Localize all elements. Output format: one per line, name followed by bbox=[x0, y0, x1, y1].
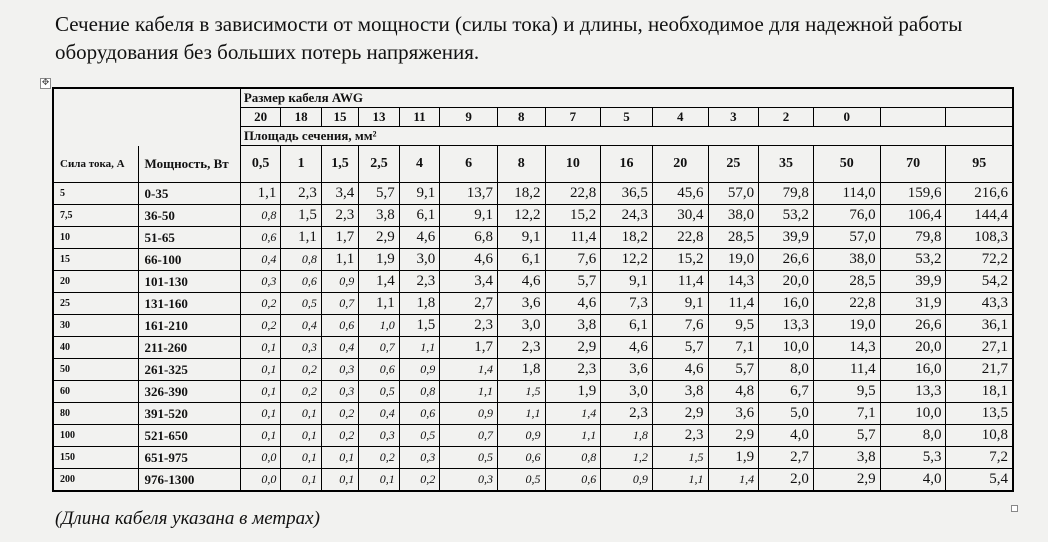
length-cell: 0,1 bbox=[281, 425, 322, 447]
length-cell: 2,7 bbox=[440, 293, 498, 315]
power-cell: 161-210 bbox=[138, 315, 240, 337]
length-cell: 2,9 bbox=[359, 227, 400, 249]
length-cell: 0,1 bbox=[240, 381, 281, 403]
length-cell: 10,0 bbox=[759, 337, 814, 359]
length-cell: 54,2 bbox=[946, 271, 1013, 293]
awg-cell: 18 bbox=[281, 108, 322, 127]
length-cell: 15,2 bbox=[652, 249, 708, 271]
length-cell: 5,7 bbox=[652, 337, 708, 359]
length-cell: 0,5 bbox=[399, 425, 440, 447]
length-cell: 1,9 bbox=[545, 381, 601, 403]
length-cell: 3,6 bbox=[497, 293, 545, 315]
awg-cell: 8 bbox=[497, 108, 545, 127]
length-cell: 9,1 bbox=[601, 271, 653, 293]
header-blank bbox=[53, 127, 240, 146]
awg-cell: 13 bbox=[359, 108, 400, 127]
length-cell: 0,5 bbox=[440, 447, 498, 469]
current-cell: 10 bbox=[53, 227, 138, 249]
length-cell: 2,3 bbox=[281, 183, 322, 205]
current-cell: 20 bbox=[53, 271, 138, 293]
table-resize-handle[interactable] bbox=[1011, 505, 1018, 512]
awg-cell: 0 bbox=[813, 108, 880, 127]
length-cell: 6,1 bbox=[497, 249, 545, 271]
power-cell: 521-650 bbox=[138, 425, 240, 447]
length-cell: 10,0 bbox=[880, 403, 946, 425]
length-cell: 8,0 bbox=[880, 425, 946, 447]
length-cell: 1,1 bbox=[545, 425, 601, 447]
length-cell: 16,0 bbox=[759, 293, 814, 315]
length-cell: 30,4 bbox=[652, 205, 708, 227]
awg-cell: 11 bbox=[399, 108, 440, 127]
header-blank bbox=[53, 88, 240, 108]
length-cell: 5,7 bbox=[813, 425, 880, 447]
length-cell: 11,4 bbox=[545, 227, 601, 249]
length-cell: 0,2 bbox=[399, 469, 440, 492]
length-cell: 2,7 bbox=[759, 447, 814, 469]
length-cell: 1,1 bbox=[497, 403, 545, 425]
length-cell: 9,1 bbox=[652, 293, 708, 315]
length-cell: 2,3 bbox=[321, 205, 358, 227]
power-cell: 36-50 bbox=[138, 205, 240, 227]
length-cell: 0,9 bbox=[399, 359, 440, 381]
length-cell: 2,3 bbox=[440, 315, 498, 337]
length-cell: 4,0 bbox=[880, 469, 946, 492]
length-cell: 1,1 bbox=[281, 227, 322, 249]
area-cell: 8 bbox=[497, 146, 545, 183]
length-cell: 7,2 bbox=[946, 447, 1013, 469]
length-cell: 3,8 bbox=[359, 205, 400, 227]
length-cell: 1,8 bbox=[497, 359, 545, 381]
length-cell: 1,5 bbox=[497, 381, 545, 403]
area-cell: 50 bbox=[813, 146, 880, 183]
length-cell: 144,4 bbox=[946, 205, 1013, 227]
length-cell: 1,4 bbox=[440, 359, 498, 381]
length-cell: 108,3 bbox=[946, 227, 1013, 249]
length-cell: 36,1 bbox=[946, 315, 1013, 337]
length-cell: 0,4 bbox=[321, 337, 358, 359]
length-cell: 38,0 bbox=[708, 205, 759, 227]
length-cell: 114,0 bbox=[813, 183, 880, 205]
length-cell: 79,8 bbox=[759, 183, 814, 205]
length-cell: 1,8 bbox=[399, 293, 440, 315]
area-header-row bbox=[53, 127, 1013, 146]
length-cell: 3,0 bbox=[497, 315, 545, 337]
current-cell: 60 bbox=[53, 381, 138, 403]
awg-cell bbox=[946, 108, 1013, 127]
length-cell: 3,0 bbox=[601, 381, 653, 403]
length-cell: 38,0 bbox=[813, 249, 880, 271]
awg-cell: 9 bbox=[440, 108, 498, 127]
length-cell: 1,7 bbox=[440, 337, 498, 359]
length-cell: 0,3 bbox=[281, 337, 322, 359]
length-cell: 1,8 bbox=[601, 425, 653, 447]
length-cell: 45,6 bbox=[652, 183, 708, 205]
length-cell: 0,1 bbox=[281, 469, 322, 492]
length-cell: 0,6 bbox=[497, 447, 545, 469]
length-cell: 9,5 bbox=[708, 315, 759, 337]
length-cell: 0,8 bbox=[399, 381, 440, 403]
table-row bbox=[53, 469, 1013, 492]
length-cell: 8,0 bbox=[759, 359, 814, 381]
current-cell: 25 bbox=[53, 293, 138, 315]
current-cell: 200 bbox=[53, 469, 138, 492]
current-column-label: Сила тока, А bbox=[53, 146, 138, 183]
length-cell: 18,1 bbox=[946, 381, 1013, 403]
power-cell: 976-1300 bbox=[138, 469, 240, 492]
table-row bbox=[53, 183, 1013, 205]
length-cell: 0,9 bbox=[321, 271, 358, 293]
current-cell: 100 bbox=[53, 425, 138, 447]
table-row bbox=[53, 227, 1013, 249]
length-cell: 26,6 bbox=[759, 249, 814, 271]
power-cell: 66-100 bbox=[138, 249, 240, 271]
power-cell: 391-520 bbox=[138, 403, 240, 425]
length-cell: 21,7 bbox=[946, 359, 1013, 381]
area-cell: 1,5 bbox=[321, 146, 358, 183]
length-cell: 18,2 bbox=[601, 227, 653, 249]
length-cell: 3,4 bbox=[440, 271, 498, 293]
table-row bbox=[53, 403, 1013, 425]
length-cell: 2,9 bbox=[708, 425, 759, 447]
length-cell: 0,6 bbox=[321, 315, 358, 337]
length-cell: 159,6 bbox=[880, 183, 946, 205]
length-cell: 13,7 bbox=[440, 183, 498, 205]
power-cell: 261-325 bbox=[138, 359, 240, 381]
length-cell: 0,3 bbox=[321, 359, 358, 381]
power-column-label: Мощность, Вт bbox=[138, 146, 240, 183]
length-cell: 39,9 bbox=[880, 271, 946, 293]
length-cell: 27,1 bbox=[946, 337, 1013, 359]
table-row bbox=[53, 315, 1013, 337]
length-cell: 3,8 bbox=[545, 315, 601, 337]
length-cell: 4,6 bbox=[399, 227, 440, 249]
length-footnote: (Длина кабеля указана в метрах) bbox=[55, 508, 320, 529]
length-cell: 0,6 bbox=[359, 359, 400, 381]
length-cell: 4,6 bbox=[440, 249, 498, 271]
length-cell: 12,2 bbox=[601, 249, 653, 271]
length-cell: 6,8 bbox=[440, 227, 498, 249]
length-cell: 106,4 bbox=[880, 205, 946, 227]
length-cell: 1,1 bbox=[321, 249, 358, 271]
length-cell: 53,2 bbox=[880, 249, 946, 271]
length-cell: 0,9 bbox=[601, 469, 653, 492]
length-cell: 0,3 bbox=[440, 469, 498, 492]
power-cell: 131-160 bbox=[138, 293, 240, 315]
awg-header: Размер кабеля AWG bbox=[240, 88, 1013, 108]
length-cell: 2,3 bbox=[601, 403, 653, 425]
length-cell: 0,5 bbox=[281, 293, 322, 315]
length-cell: 22,8 bbox=[545, 183, 601, 205]
length-cell: 1,1 bbox=[440, 381, 498, 403]
length-cell: 0,2 bbox=[321, 403, 358, 425]
table-row bbox=[53, 271, 1013, 293]
length-cell: 19,0 bbox=[813, 315, 880, 337]
length-cell: 0,9 bbox=[497, 425, 545, 447]
length-cell: 0,4 bbox=[359, 403, 400, 425]
length-cell: 9,1 bbox=[399, 183, 440, 205]
length-cell: 0,1 bbox=[281, 403, 322, 425]
area-cell: 25 bbox=[708, 146, 759, 183]
length-cell: 10,8 bbox=[946, 425, 1013, 447]
length-cell: 13,3 bbox=[759, 315, 814, 337]
awg-cell: 20 bbox=[240, 108, 281, 127]
length-cell: 5,3 bbox=[880, 447, 946, 469]
current-cell: 15 bbox=[53, 249, 138, 271]
length-cell: 0,1 bbox=[240, 425, 281, 447]
length-cell: 0,4 bbox=[240, 249, 281, 271]
length-cell: 15,2 bbox=[545, 205, 601, 227]
power-cell: 651-975 bbox=[138, 447, 240, 469]
cable-table bbox=[52, 87, 1014, 492]
length-cell: 4,0 bbox=[759, 425, 814, 447]
length-cell: 0,2 bbox=[321, 425, 358, 447]
length-cell: 4,6 bbox=[497, 271, 545, 293]
area-cell: 6 bbox=[440, 146, 498, 183]
awg-cell: 4 bbox=[652, 108, 708, 127]
length-cell: 0,1 bbox=[359, 469, 400, 492]
length-cell: 43,3 bbox=[946, 293, 1013, 315]
length-cell: 6,7 bbox=[759, 381, 814, 403]
length-cell: 4,6 bbox=[545, 293, 601, 315]
length-cell: 9,1 bbox=[440, 205, 498, 227]
awg-cell: 15 bbox=[321, 108, 358, 127]
length-cell: 0,3 bbox=[240, 271, 281, 293]
length-cell: 2,9 bbox=[652, 403, 708, 425]
length-cell: 3,8 bbox=[652, 381, 708, 403]
table-move-handle-icon[interactable]: ✥ bbox=[41, 78, 50, 88]
length-cell: 76,0 bbox=[813, 205, 880, 227]
length-cell: 7,6 bbox=[545, 249, 601, 271]
length-cell: 11,4 bbox=[708, 293, 759, 315]
length-cell: 3,4 bbox=[321, 183, 358, 205]
length-cell: 72,2 bbox=[946, 249, 1013, 271]
length-cell: 14,3 bbox=[708, 271, 759, 293]
length-cell: 216,6 bbox=[946, 183, 1013, 205]
length-cell: 0,7 bbox=[359, 337, 400, 359]
awg-header-row bbox=[53, 88, 1013, 108]
length-cell: 0,7 bbox=[440, 425, 498, 447]
area-cell: 4 bbox=[399, 146, 440, 183]
power-cell: 51-65 bbox=[138, 227, 240, 249]
awg-cell: 2 bbox=[759, 108, 814, 127]
length-cell: 0,6 bbox=[281, 271, 322, 293]
table-row bbox=[53, 337, 1013, 359]
length-cell: 0,1 bbox=[240, 337, 281, 359]
length-cell: 0,5 bbox=[497, 469, 545, 492]
area-cell: 2,5 bbox=[359, 146, 400, 183]
length-cell: 14,3 bbox=[813, 337, 880, 359]
length-cell: 1,9 bbox=[708, 447, 759, 469]
length-cell: 53,2 bbox=[759, 205, 814, 227]
length-cell: 4,6 bbox=[652, 359, 708, 381]
table-row bbox=[53, 205, 1013, 227]
length-cell: 2,0 bbox=[759, 469, 814, 492]
length-cell: 0,6 bbox=[399, 403, 440, 425]
current-cell: 5 bbox=[53, 183, 138, 205]
length-cell: 0,1 bbox=[240, 359, 281, 381]
length-cell: 0,8 bbox=[240, 205, 281, 227]
length-cell: 0,2 bbox=[281, 359, 322, 381]
length-cell: 0,2 bbox=[240, 293, 281, 315]
length-cell: 0,0 bbox=[240, 447, 281, 469]
length-cell: 1,1 bbox=[399, 337, 440, 359]
length-cell: 0,8 bbox=[281, 249, 322, 271]
table-row bbox=[53, 447, 1013, 469]
length-cell: 3,6 bbox=[708, 403, 759, 425]
length-cell: 2,3 bbox=[497, 337, 545, 359]
length-cell: 1,1 bbox=[240, 183, 281, 205]
table-row bbox=[53, 425, 1013, 447]
length-cell: 0,3 bbox=[399, 447, 440, 469]
length-cell: 3,8 bbox=[813, 447, 880, 469]
length-cell: 57,0 bbox=[813, 227, 880, 249]
power-cell: 101-130 bbox=[138, 271, 240, 293]
area-cell: 95 bbox=[946, 146, 1013, 183]
length-cell: 1,1 bbox=[652, 469, 708, 492]
length-cell: 16,0 bbox=[880, 359, 946, 381]
table-row bbox=[53, 381, 1013, 403]
area-header: Площадь сечения, мм² bbox=[240, 127, 1013, 146]
length-cell: 28,5 bbox=[813, 271, 880, 293]
length-cell: 26,6 bbox=[880, 315, 946, 337]
length-cell: 6,1 bbox=[399, 205, 440, 227]
length-cell: 2,3 bbox=[399, 271, 440, 293]
length-cell: 1,4 bbox=[708, 469, 759, 492]
length-cell: 0,3 bbox=[359, 425, 400, 447]
table-row bbox=[53, 293, 1013, 315]
page-title: Сечение кабеля в зависимости от мощности (силы тока) и длины, необходимое для надежной работы оборудования без больших потерь напряжения. bbox=[55, 12, 963, 64]
length-cell: 7,6 bbox=[652, 315, 708, 337]
area-cell: 70 bbox=[880, 146, 946, 183]
length-cell: 2,3 bbox=[545, 359, 601, 381]
current-cell: 30 bbox=[53, 315, 138, 337]
cable-table-body bbox=[53, 88, 1013, 491]
awg-row bbox=[53, 108, 1013, 127]
length-cell: 0,7 bbox=[321, 293, 358, 315]
length-cell: 5,4 bbox=[946, 469, 1013, 492]
current-cell: 7,5 bbox=[53, 205, 138, 227]
area-cell: 20 bbox=[652, 146, 708, 183]
length-cell: 5,7 bbox=[708, 359, 759, 381]
length-cell: 1,1 bbox=[359, 293, 400, 315]
length-cell: 0,9 bbox=[440, 403, 498, 425]
length-cell: 7,1 bbox=[813, 403, 880, 425]
area-cell: 16 bbox=[601, 146, 653, 183]
length-cell: 1,5 bbox=[399, 315, 440, 337]
length-cell: 1,9 bbox=[359, 249, 400, 271]
length-cell: 0,6 bbox=[545, 469, 601, 492]
length-cell: 0,0 bbox=[240, 469, 281, 492]
length-cell: 31,9 bbox=[880, 293, 946, 315]
length-cell: 3,6 bbox=[601, 359, 653, 381]
length-cell: 18,2 bbox=[497, 183, 545, 205]
length-cell: 9,1 bbox=[497, 227, 545, 249]
length-cell: 39,9 bbox=[759, 227, 814, 249]
awg-cell: 7 bbox=[545, 108, 601, 127]
length-cell: 0,8 bbox=[545, 447, 601, 469]
length-cell: 1,4 bbox=[545, 403, 601, 425]
length-cell: 0,3 bbox=[321, 381, 358, 403]
length-cell: 1,5 bbox=[652, 447, 708, 469]
length-cell: 1,2 bbox=[601, 447, 653, 469]
length-cell: 0,2 bbox=[281, 381, 322, 403]
length-cell: 0,6 bbox=[240, 227, 281, 249]
length-cell: 19,0 bbox=[708, 249, 759, 271]
length-cell: 9,5 bbox=[813, 381, 880, 403]
header-blank bbox=[53, 108, 240, 127]
length-cell: 3,0 bbox=[399, 249, 440, 271]
length-cell: 11,4 bbox=[652, 271, 708, 293]
awg-cell: 5 bbox=[601, 108, 653, 127]
length-cell: 1,5 bbox=[281, 205, 322, 227]
length-cell: 2,3 bbox=[652, 425, 708, 447]
length-cell: 24,3 bbox=[601, 205, 653, 227]
length-cell: 2,9 bbox=[813, 469, 880, 492]
current-cell: 80 bbox=[53, 403, 138, 425]
length-cell: 6,1 bbox=[601, 315, 653, 337]
current-cell: 50 bbox=[53, 359, 138, 381]
length-cell: 2,9 bbox=[545, 337, 601, 359]
length-cell: 0,5 bbox=[359, 381, 400, 403]
length-cell: 13,3 bbox=[880, 381, 946, 403]
length-cell: 7,3 bbox=[601, 293, 653, 315]
area-row bbox=[53, 146, 1013, 183]
length-cell: 0,2 bbox=[240, 315, 281, 337]
awg-cell: 3 bbox=[708, 108, 759, 127]
length-cell: 20,0 bbox=[880, 337, 946, 359]
length-cell: 4,8 bbox=[708, 381, 759, 403]
length-cell: 57,0 bbox=[708, 183, 759, 205]
length-cell: 0,1 bbox=[321, 469, 358, 492]
area-cell: 0,5 bbox=[240, 146, 281, 183]
power-cell: 326-390 bbox=[138, 381, 240, 403]
power-cell: 0-35 bbox=[138, 183, 240, 205]
length-cell: 0,2 bbox=[359, 447, 400, 469]
area-cell: 10 bbox=[545, 146, 601, 183]
length-cell: 0,1 bbox=[281, 447, 322, 469]
length-cell: 28,5 bbox=[708, 227, 759, 249]
length-cell: 5,7 bbox=[545, 271, 601, 293]
power-cell: 211-260 bbox=[138, 337, 240, 359]
area-cell: 1 bbox=[281, 146, 322, 183]
length-cell: 13,5 bbox=[946, 403, 1013, 425]
length-cell: 5,0 bbox=[759, 403, 814, 425]
area-cell: 35 bbox=[759, 146, 814, 183]
length-cell: 4,6 bbox=[601, 337, 653, 359]
length-cell: 1,7 bbox=[321, 227, 358, 249]
length-cell: 20,0 bbox=[759, 271, 814, 293]
current-cell: 40 bbox=[53, 337, 138, 359]
length-cell: 36,5 bbox=[601, 183, 653, 205]
length-cell: 1,4 bbox=[359, 271, 400, 293]
table-row bbox=[53, 249, 1013, 271]
length-cell: 79,8 bbox=[880, 227, 946, 249]
length-cell: 5,7 bbox=[359, 183, 400, 205]
length-cell: 0,1 bbox=[321, 447, 358, 469]
length-cell: 22,8 bbox=[652, 227, 708, 249]
length-cell: 1,0 bbox=[359, 315, 400, 337]
length-cell: 22,8 bbox=[813, 293, 880, 315]
awg-cell bbox=[880, 108, 946, 127]
length-cell: 11,4 bbox=[813, 359, 880, 381]
length-cell: 7,1 bbox=[708, 337, 759, 359]
current-cell: 150 bbox=[53, 447, 138, 469]
length-cell: 12,2 bbox=[497, 205, 545, 227]
table-row bbox=[53, 359, 1013, 381]
length-cell: 0,4 bbox=[281, 315, 322, 337]
length-cell: 0,1 bbox=[240, 403, 281, 425]
